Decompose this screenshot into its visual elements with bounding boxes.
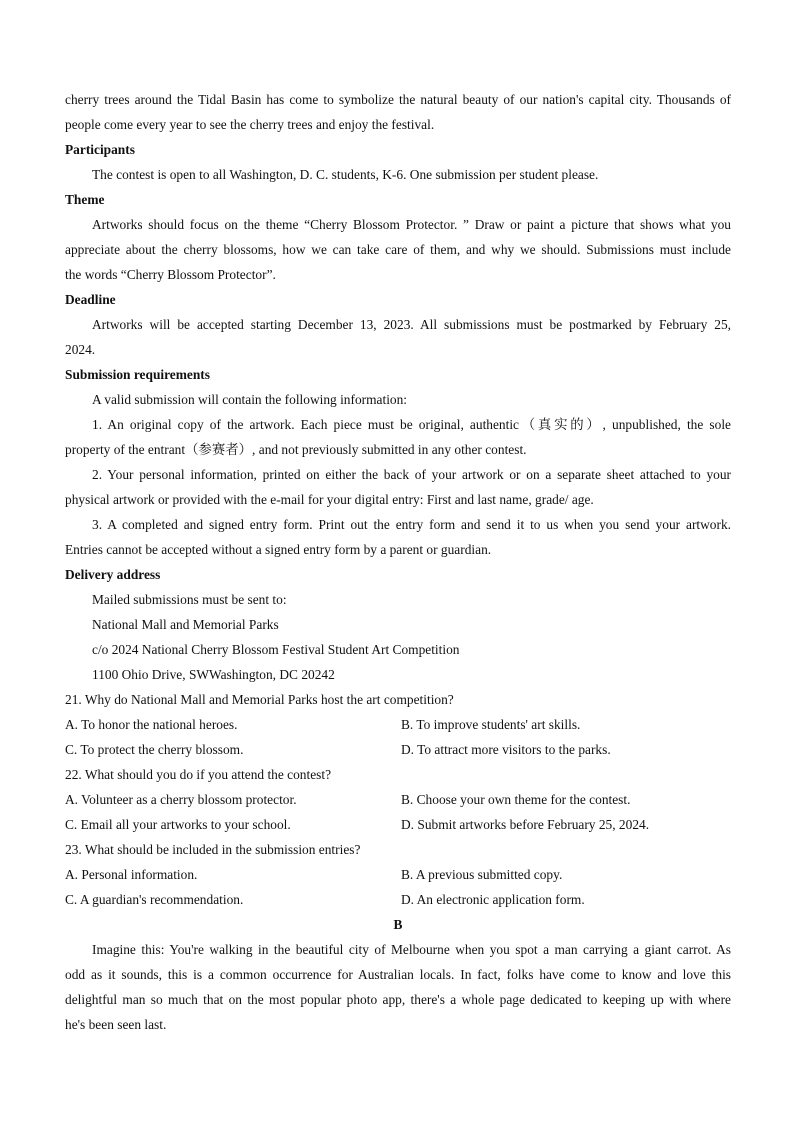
question-22-option-b: B. Choose your own theme for the contest. (401, 792, 631, 807)
question-23-option-c: C. A guardian's recommendation. (65, 892, 244, 907)
question-21-option-d: D. To attract more visitors to the parks. (401, 742, 611, 757)
delivery-line-1: Mailed submissions must be sent to: (92, 592, 287, 607)
requirement-3-line-1: 3. A completed and signed entry form. Print out the entry form and send it to us when you send your artwork. (92, 517, 731, 532)
question-23-options-row-1 (65, 862, 731, 887)
deadline-heading: Deadline (65, 292, 116, 307)
passage-b-line-1: Imagine this: You're walking in the beautiful city of Melbourne when you spot a man carrying a giant carrot. As (92, 942, 731, 957)
question-22-option-a: A. Volunteer as a cherry blossom protector. (65, 792, 297, 807)
question-22-options-row-2 (65, 812, 731, 837)
deadline-line-1: Artworks will be accepted starting December 13, 2023. All submissions must be postmarked by February 25, (92, 317, 731, 332)
delivery-heading: Delivery address (65, 567, 161, 582)
question-23-option-d: D. An electronic application form. (401, 892, 585, 907)
deadline-line-2: 2024. (65, 342, 96, 357)
intro-line-2: people come every year to see the cherry trees and enjoy the festival. (65, 117, 435, 132)
requirement-1-line-1: 1. An original copy of the artwork. Each piece must be original, authentic（真实的）, unpublished, the sole (92, 417, 731, 432)
requirements-heading: Submission requirements (65, 367, 210, 382)
question-21-option-a: A. To honor the national heroes. (65, 717, 238, 732)
question-22-stem: 22. What should you do if you attend the contest? (65, 767, 332, 782)
question-21-option-c: C. To protect the cherry blossom. (65, 742, 244, 757)
passage-b-line-3: delightful man so much that on the most popular photo app, there's a whole page dedicated to keeping up with where (65, 992, 731, 1007)
question-22-options-row-1 (65, 787, 731, 812)
requirement-2-line-1: 2. Your personal information, printed on either the back of your artwork or on a separate sheet attached to your (92, 467, 731, 482)
theme-line-2: appreciate about the cherry blossoms, how we can take care of them, and why we should. Submissions must include (65, 242, 731, 257)
requirement-3-line-2: Entries cannot be accepted without a signed entry form by a parent or guardian. (65, 542, 492, 557)
question-21-stem: 21. Why do National Mall and Memorial Parks host the art competition? (65, 692, 454, 707)
question-22-option-c: C. Email all your artworks to your school. (65, 817, 291, 832)
question-23-options-row-2 (65, 887, 731, 912)
theme-line-3: the words “Cherry Blossom Protector”. (65, 267, 276, 282)
passage-b-line-4: he's been seen last. (65, 1017, 167, 1032)
passage-b-label: B (393, 917, 403, 932)
intro-line-1: cherry trees around the Tidal Basin has come to symbolize the natural beauty of our nation's capital city. Thousands of (65, 92, 731, 107)
question-21-options-row-2 (65, 737, 731, 762)
participants-text: The contest is open to all Washington, D. C. students, K-6. One submission per student please. (92, 167, 599, 182)
delivery-line-2: National Mall and Memorial Parks (92, 617, 279, 632)
requirements-intro: A valid submission will contain the following information: (92, 392, 408, 407)
question-21-option-b: B. To improve students' art skills. (401, 717, 581, 732)
delivery-line-4: 1100 Ohio Drive, SWWashington, DC 20242 (92, 667, 335, 682)
theme-line-1: Artworks should focus on the theme “Cherry Blossom Protector. ” Draw or paint a picture that shows what you (92, 217, 731, 232)
question-21-options-row-1 (65, 712, 731, 737)
question-23-option-a: A. Personal information. (65, 867, 198, 882)
question-23-stem: 23. What should be included in the submission entries? (65, 842, 361, 857)
requirement-2-line-2: physical artwork or provided with the e-mail for your digital entry: First and last name, grade/ age. (65, 492, 594, 507)
question-23-option-b: B. A previous submitted copy. (401, 867, 563, 882)
theme-heading: Theme (65, 192, 105, 207)
passage-b-line-2: odd as it sounds, this is a common occurrence for Australian locals. In fact, folks have come to know and love this (65, 967, 731, 982)
requirement-1-line-2: property of the entrant（参赛者）, and not previously submitted in any other contest. (65, 442, 527, 457)
document-page (65, 87, 731, 1037)
delivery-line-3: c/o 2024 National Cherry Blossom Festival Student Art Competition (92, 642, 460, 657)
question-22-option-d: D. Submit artworks before February 25, 2024. (401, 817, 650, 832)
participants-heading: Participants (65, 142, 135, 157)
